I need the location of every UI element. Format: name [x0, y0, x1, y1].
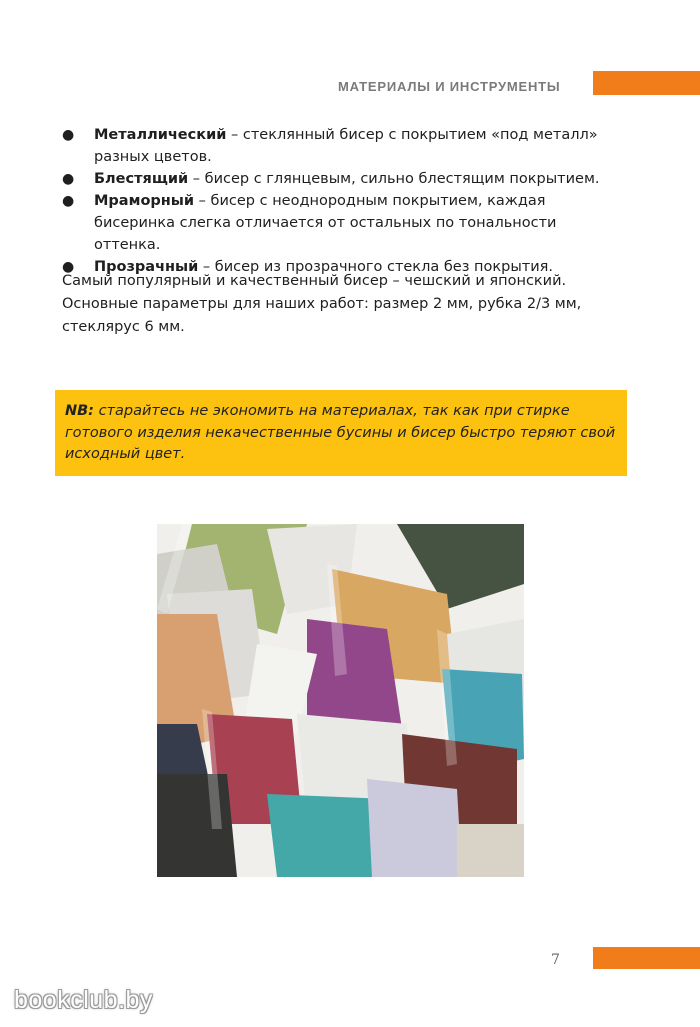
beads-photo [157, 524, 524, 877]
list-item-text: – бисер с неоднородным покрытием, каждая бисеринка слегка отличается от остальных по тональности оттенка. [94, 193, 557, 253]
note-text [65, 401, 620, 466]
bullet-icon: ● [62, 193, 75, 209]
list-item-text: – бисер из прозрачного стекла без покрытия. [198, 259, 553, 275]
header-accent-bar [593, 71, 700, 95]
list-item-term: Блестящий [94, 171, 189, 187]
watermark: bookclub.by [14, 986, 153, 1014]
page-number: 7 [551, 952, 560, 968]
bead-types-list [62, 124, 622, 278]
section-title: МАТЕРИАЛЫ И ИНСТРУМЕНТЫ [338, 79, 561, 94]
note-box [55, 390, 627, 476]
list-item-text: – бисер с глянцевым, сильно блестящим покрытием. [188, 171, 600, 187]
list-item-term: Прозрачный [94, 259, 199, 275]
note-label: NB: [65, 403, 94, 419]
list-item [62, 168, 622, 190]
note-body: старайтесь не экономить на материалах, так как при стирке готового изделия некачественные бусины и бисер быстро теряют свой исходный цвет. [65, 403, 616, 462]
footer-accent-bar [593, 947, 700, 969]
body-paragraph: Самый популярный и качественный бисер – чешский и японский. Основные параметры для наших работ: размер 2 мм, рубка 2/3 мм, стеклярус 6 мм. [62, 273, 582, 335]
list-item [62, 124, 622, 168]
bullet-icon: ● [62, 127, 75, 143]
list-item-term: Мраморный [94, 193, 195, 209]
list-item-term: Металлический [94, 127, 227, 143]
bullet-icon: ● [62, 171, 75, 187]
list-item-text: – стеклянный бисер с покрытием «под металл» разных цветов. [94, 127, 598, 165]
list-item [62, 190, 622, 256]
bullet-icon: ● [62, 259, 75, 275]
